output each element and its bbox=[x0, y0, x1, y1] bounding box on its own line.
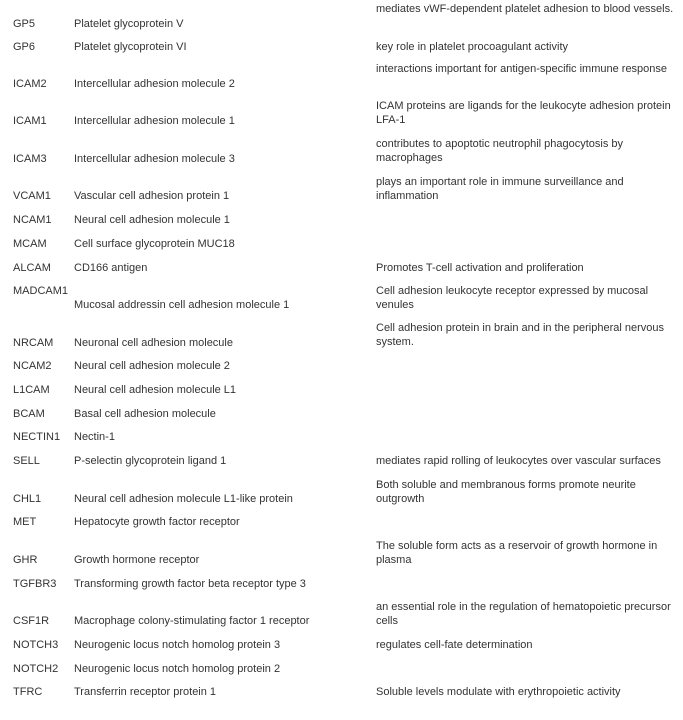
table-row bbox=[0, 539, 683, 577]
protein-function: Cell adhesion leukocyte receptor expressed by mucosal venules bbox=[376, 285, 649, 311]
gene-symbol: TGFBR3 bbox=[13, 578, 57, 590]
gene-symbol: MADCAM1 bbox=[13, 285, 69, 297]
protein-name: Neural cell adhesion molecule L1 bbox=[74, 384, 237, 396]
protein-name: Intercellular adhesion molecule 3 bbox=[74, 153, 235, 165]
protein-function: an essential role in the regulation of hematopoietic precursor cells bbox=[376, 601, 671, 627]
gene-symbol: CSF1R bbox=[13, 615, 50, 627]
table-row bbox=[0, 62, 683, 99]
table-row bbox=[0, 137, 683, 175]
gene-symbol: CHL1 bbox=[13, 493, 42, 505]
protein-name: Transferrin receptor protein 1 bbox=[74, 686, 217, 698]
protein-function: mediates vWF-dependent platelet adhesion to blood vessels. bbox=[376, 3, 674, 15]
protein-name: Hepatocyte growth factor receptor bbox=[74, 516, 240, 528]
table-row bbox=[0, 382, 683, 406]
protein-name: Transforming growth factor beta receptor type 3 bbox=[74, 578, 306, 590]
table-row bbox=[0, 661, 683, 685]
protein-function: Both soluble and membranous forms promote neurite outgrowth bbox=[376, 479, 636, 505]
table-row bbox=[0, 685, 683, 709]
protein-name: Platelet glycoprotein VI bbox=[74, 41, 187, 53]
gene-symbol: VCAM1 bbox=[13, 190, 51, 202]
gene-symbol: GP6 bbox=[13, 41, 36, 53]
protein-function: Cell adhesion protein in brain and in the peripheral nervous system. bbox=[376, 322, 665, 348]
protein-name: Neural cell adhesion molecule 1 bbox=[74, 214, 230, 226]
table-row bbox=[0, 236, 683, 260]
gene-symbol: NECTIN1 bbox=[13, 431, 61, 443]
gene-symbol: NOTCH2 bbox=[13, 663, 59, 675]
protein-name: Intercellular adhesion molecule 2 bbox=[74, 78, 235, 90]
protein-function: The soluble form acts as a reservoir of growth hormone in plasma bbox=[376, 540, 658, 566]
protein-function: Soluble levels modulate with erythropoietic activity bbox=[376, 686, 621, 698]
table-row bbox=[0, 637, 683, 661]
gene-symbol: ALCAM bbox=[13, 262, 51, 274]
protein-name: P-selectin glycoprotein ligand 1 bbox=[74, 455, 227, 467]
protein-name: Vascular cell adhesion protein 1 bbox=[74, 190, 230, 202]
protein-function: contributes to apoptotic neutrophil phagocytosis by macrophages bbox=[376, 138, 624, 164]
protein-name: Neural cell adhesion molecule L1-like protein bbox=[74, 493, 293, 505]
table-row bbox=[0, 358, 683, 382]
table-row bbox=[0, 406, 683, 430]
protein-name: Neurogenic locus notch homolog protein 3 bbox=[74, 639, 281, 651]
protein-function: interactions important for antigen-specific immune response bbox=[376, 63, 668, 75]
table-row bbox=[0, 515, 683, 539]
table-row bbox=[0, 478, 683, 515]
protein-name: Intercellular adhesion molecule 1 bbox=[74, 115, 235, 127]
protein-function: ICAM proteins are ligands for the leukocyte adhesion protein LFA-1 bbox=[376, 100, 671, 126]
protein-name: Neural cell adhesion molecule 2 bbox=[74, 360, 230, 372]
table-row bbox=[0, 454, 683, 478]
table-row bbox=[0, 430, 683, 454]
gene-symbol: GHR bbox=[13, 554, 38, 566]
gene-symbol: ICAM3 bbox=[13, 153, 47, 165]
table-row bbox=[0, 99, 683, 137]
gene-symbol: BCAM bbox=[13, 408, 45, 420]
protein-name: Platelet glycoprotein V bbox=[74, 18, 184, 30]
protein-function: Promotes T-cell activation and proliferation bbox=[376, 262, 584, 274]
protein-name: Neuronal cell adhesion molecule bbox=[74, 337, 233, 349]
gene-symbol: SELL bbox=[13, 455, 40, 467]
gene-symbol: ICAM2 bbox=[13, 78, 47, 90]
table-row bbox=[0, 2, 683, 36]
table-row bbox=[0, 38, 683, 62]
table-row bbox=[0, 284, 683, 321]
protein-function: key role in platelet procoagulant activity bbox=[376, 41, 568, 53]
gene-symbol: NCAM2 bbox=[13, 360, 52, 372]
gene-symbol: NCAM1 bbox=[13, 214, 52, 226]
table-row bbox=[0, 175, 683, 212]
gene-symbol: MET bbox=[13, 516, 37, 528]
table-row bbox=[0, 600, 683, 637]
table-row bbox=[0, 321, 683, 358]
protein-name: Basal cell adhesion molecule bbox=[74, 408, 216, 420]
gene-symbol: GP5 bbox=[13, 18, 36, 30]
protein-function: mediates rapid rolling of leukocytes over vascular surfaces bbox=[376, 455, 661, 467]
protein-name: CD166 antigen bbox=[74, 262, 148, 274]
gene-symbol: NRCAM bbox=[13, 337, 54, 349]
gene-symbol: TFRC bbox=[13, 686, 43, 698]
table-row bbox=[0, 577, 683, 601]
protein-name: Neurogenic locus notch homolog protein 2 bbox=[74, 663, 281, 675]
protein-name: Nectin-1 bbox=[74, 431, 115, 443]
protein-function: plays an important role in immune surveillance and inflammation bbox=[376, 176, 624, 202]
protein-name: Mucosal addressin cell adhesion molecule 1 bbox=[74, 299, 290, 311]
gene-symbol: MCAM bbox=[13, 238, 47, 250]
protein-function: regulates cell-fate determination bbox=[376, 639, 533, 651]
protein-name: Macrophage colony-stimulating factor 1 receptor bbox=[74, 615, 310, 627]
gene-symbol: ICAM1 bbox=[13, 115, 47, 127]
gene-symbol: L1CAM bbox=[13, 384, 50, 396]
protein-name: Cell surface glycoprotein MUC18 bbox=[74, 238, 235, 250]
table-row bbox=[0, 260, 683, 284]
gene-symbol: NOTCH3 bbox=[13, 639, 59, 651]
protein-name: Growth hormone receptor bbox=[74, 554, 200, 566]
table-row bbox=[0, 212, 683, 236]
